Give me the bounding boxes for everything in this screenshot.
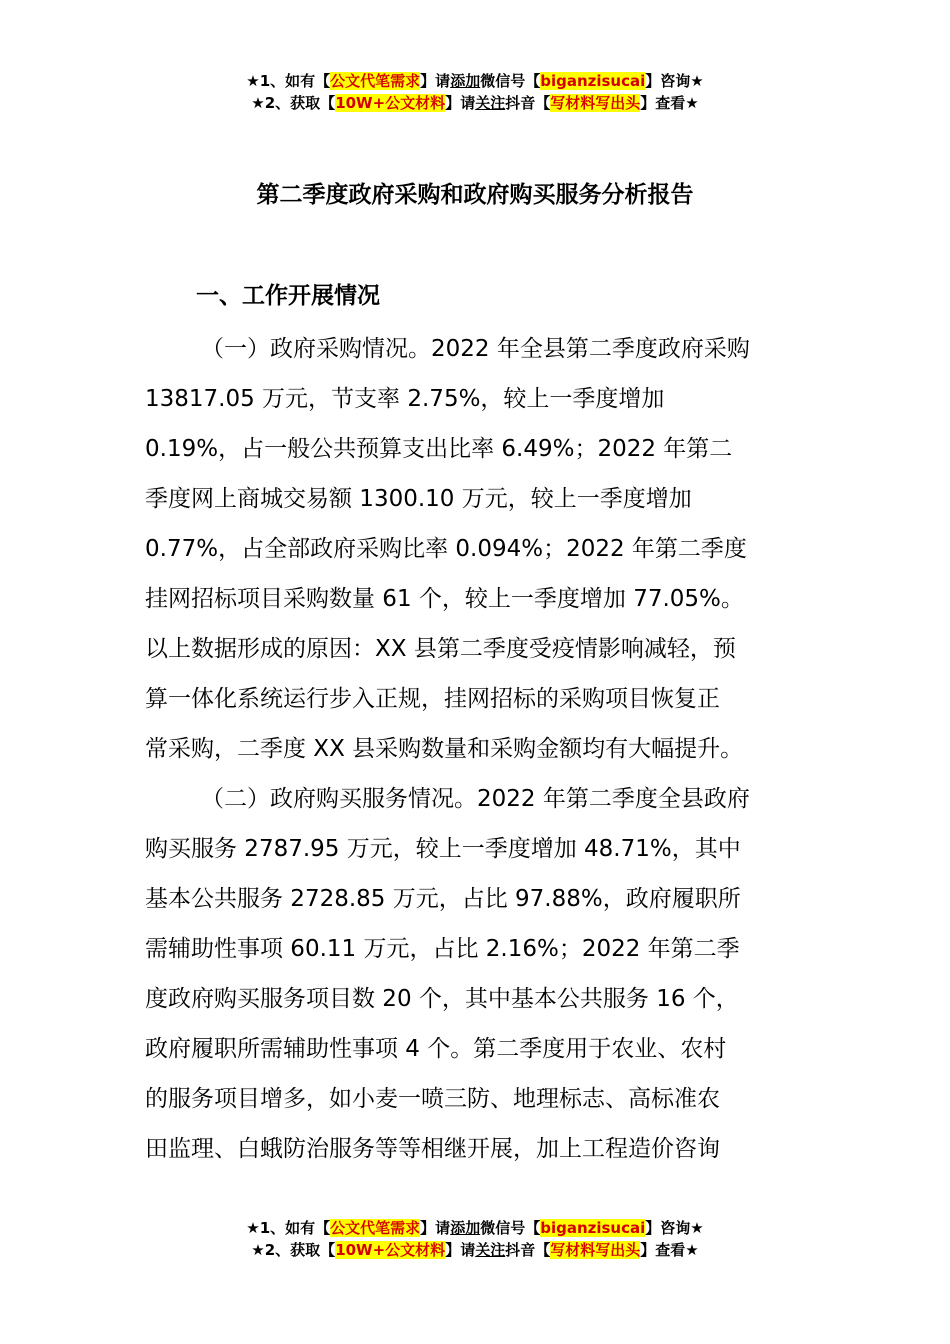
underlined-text: 关注 <box>475 94 506 112</box>
promo-text: 】咨询★ <box>645 72 704 90</box>
promo-text: 】请 <box>420 1219 451 1237</box>
promo-banner-top <box>0 70 950 114</box>
promo-text: 抖音【 <box>505 1241 551 1259</box>
highlight-text: 公文代笔需求 <box>330 1219 421 1237</box>
underlined-text: 关注 <box>475 1241 506 1259</box>
paragraph-line: 政府履职所需辅助性事项 4 个。第二季度用于农业、农村 <box>145 1036 727 1062</box>
paragraph-line: 度政府购买服务项目数 20 个，其中基本公共服务 16 个， <box>145 986 739 1012</box>
promo-line-2 <box>0 1239 950 1261</box>
promo-text: 】咨询★ <box>645 1219 704 1237</box>
promo-text: 微信号【 <box>480 1219 541 1237</box>
highlight-text: 公文代笔需求 <box>330 72 421 90</box>
section-heading: 一、工作开展情况 <box>196 283 380 309</box>
highlight-text: 写材料写出头 <box>550 1241 641 1259</box>
paragraph-line: 0.77%，占全部政府采购比率 0.094%；2022 年第二季度 <box>145 536 747 562</box>
promo-text: 】请 <box>445 1241 476 1259</box>
document-title: 第二季度政府采购和政府购买服务分析报告 <box>256 182 694 208</box>
paragraph-line: 需辅助性事项 60.11 万元，占比 2.16%；2022 年第二季 <box>145 936 740 962</box>
highlight-text: 写材料写出头 <box>550 94 641 112</box>
paragraph-line: （二）政府购买服务情况。2022 年第二季度全县政府 <box>201 786 750 812</box>
paragraph-line: 常采购，二季度 XX 县采购数量和采购金额均有大幅提升。 <box>145 736 744 762</box>
paragraph-line: 挂网招标项目采购数量 61 个，较上一季度增加 77.05%。 <box>145 586 744 612</box>
body-text <box>145 324 845 1174</box>
paragraph-line: 以上数据形成的原因：XX 县第二季度受疫情影响减轻，预 <box>145 636 736 662</box>
paragraph-line: （一）政府采购情况。2022 年全县第二季度政府采购 <box>201 336 750 362</box>
underlined-text: 添加 <box>450 1219 481 1237</box>
promo-text: 】请 <box>420 72 451 90</box>
highlight-text: 10W+公文材料 <box>335 94 446 112</box>
promo-text: 】请 <box>445 94 476 112</box>
paragraph-line: 田监理、白蛾防治服务等等相继开展，加上工程造价咨询 <box>145 1136 720 1162</box>
paragraph-line: 的服务项目增多，如小麦一喷三防、地理标志、高标准农 <box>145 1086 720 1112</box>
paragraph-line: 0.19%，占一般公共预算支出比率 6.49%；2022 年第二 <box>145 436 733 462</box>
promo-text: 微信号【 <box>480 72 541 90</box>
promo-text: ★1、如有【 <box>246 1219 331 1237</box>
paragraph-line: 算一体化系统运行步入正规，挂网招标的采购项目恢复正 <box>145 686 720 712</box>
paragraph-line: 购买服务 2787.95 万元，较上一季度增加 48.71%，其中 <box>145 836 741 862</box>
promo-text: ★1、如有【 <box>246 72 331 90</box>
promo-text: ★2、获取【 <box>251 94 336 112</box>
promo-line-1 <box>0 1217 950 1239</box>
promo-line-2 <box>0 92 950 114</box>
promo-text: ★2、获取【 <box>251 1241 336 1259</box>
paragraph-line: 13817.05 万元，节支率 2.75%，较上一季度增加 <box>145 386 665 412</box>
highlight-text: 10W+公文材料 <box>335 1241 446 1259</box>
underlined-text: 添加 <box>450 72 481 90</box>
highlight-text: biganzisucai <box>540 72 646 90</box>
promo-banner-bottom <box>0 1217 950 1261</box>
promo-text: 抖音【 <box>505 94 551 112</box>
paragraph-line: 基本公共服务 2728.85 万元，占比 97.88%，政府履职所 <box>145 886 741 912</box>
promo-text: 】查看★ <box>640 1241 699 1259</box>
paragraph-line: 季度网上商城交易额 1300.10 万元，较上一季度增加 <box>145 486 692 512</box>
promo-line-1 <box>0 70 950 92</box>
promo-text: 】查看★ <box>640 94 699 112</box>
highlight-text: biganzisucai <box>540 1219 646 1237</box>
